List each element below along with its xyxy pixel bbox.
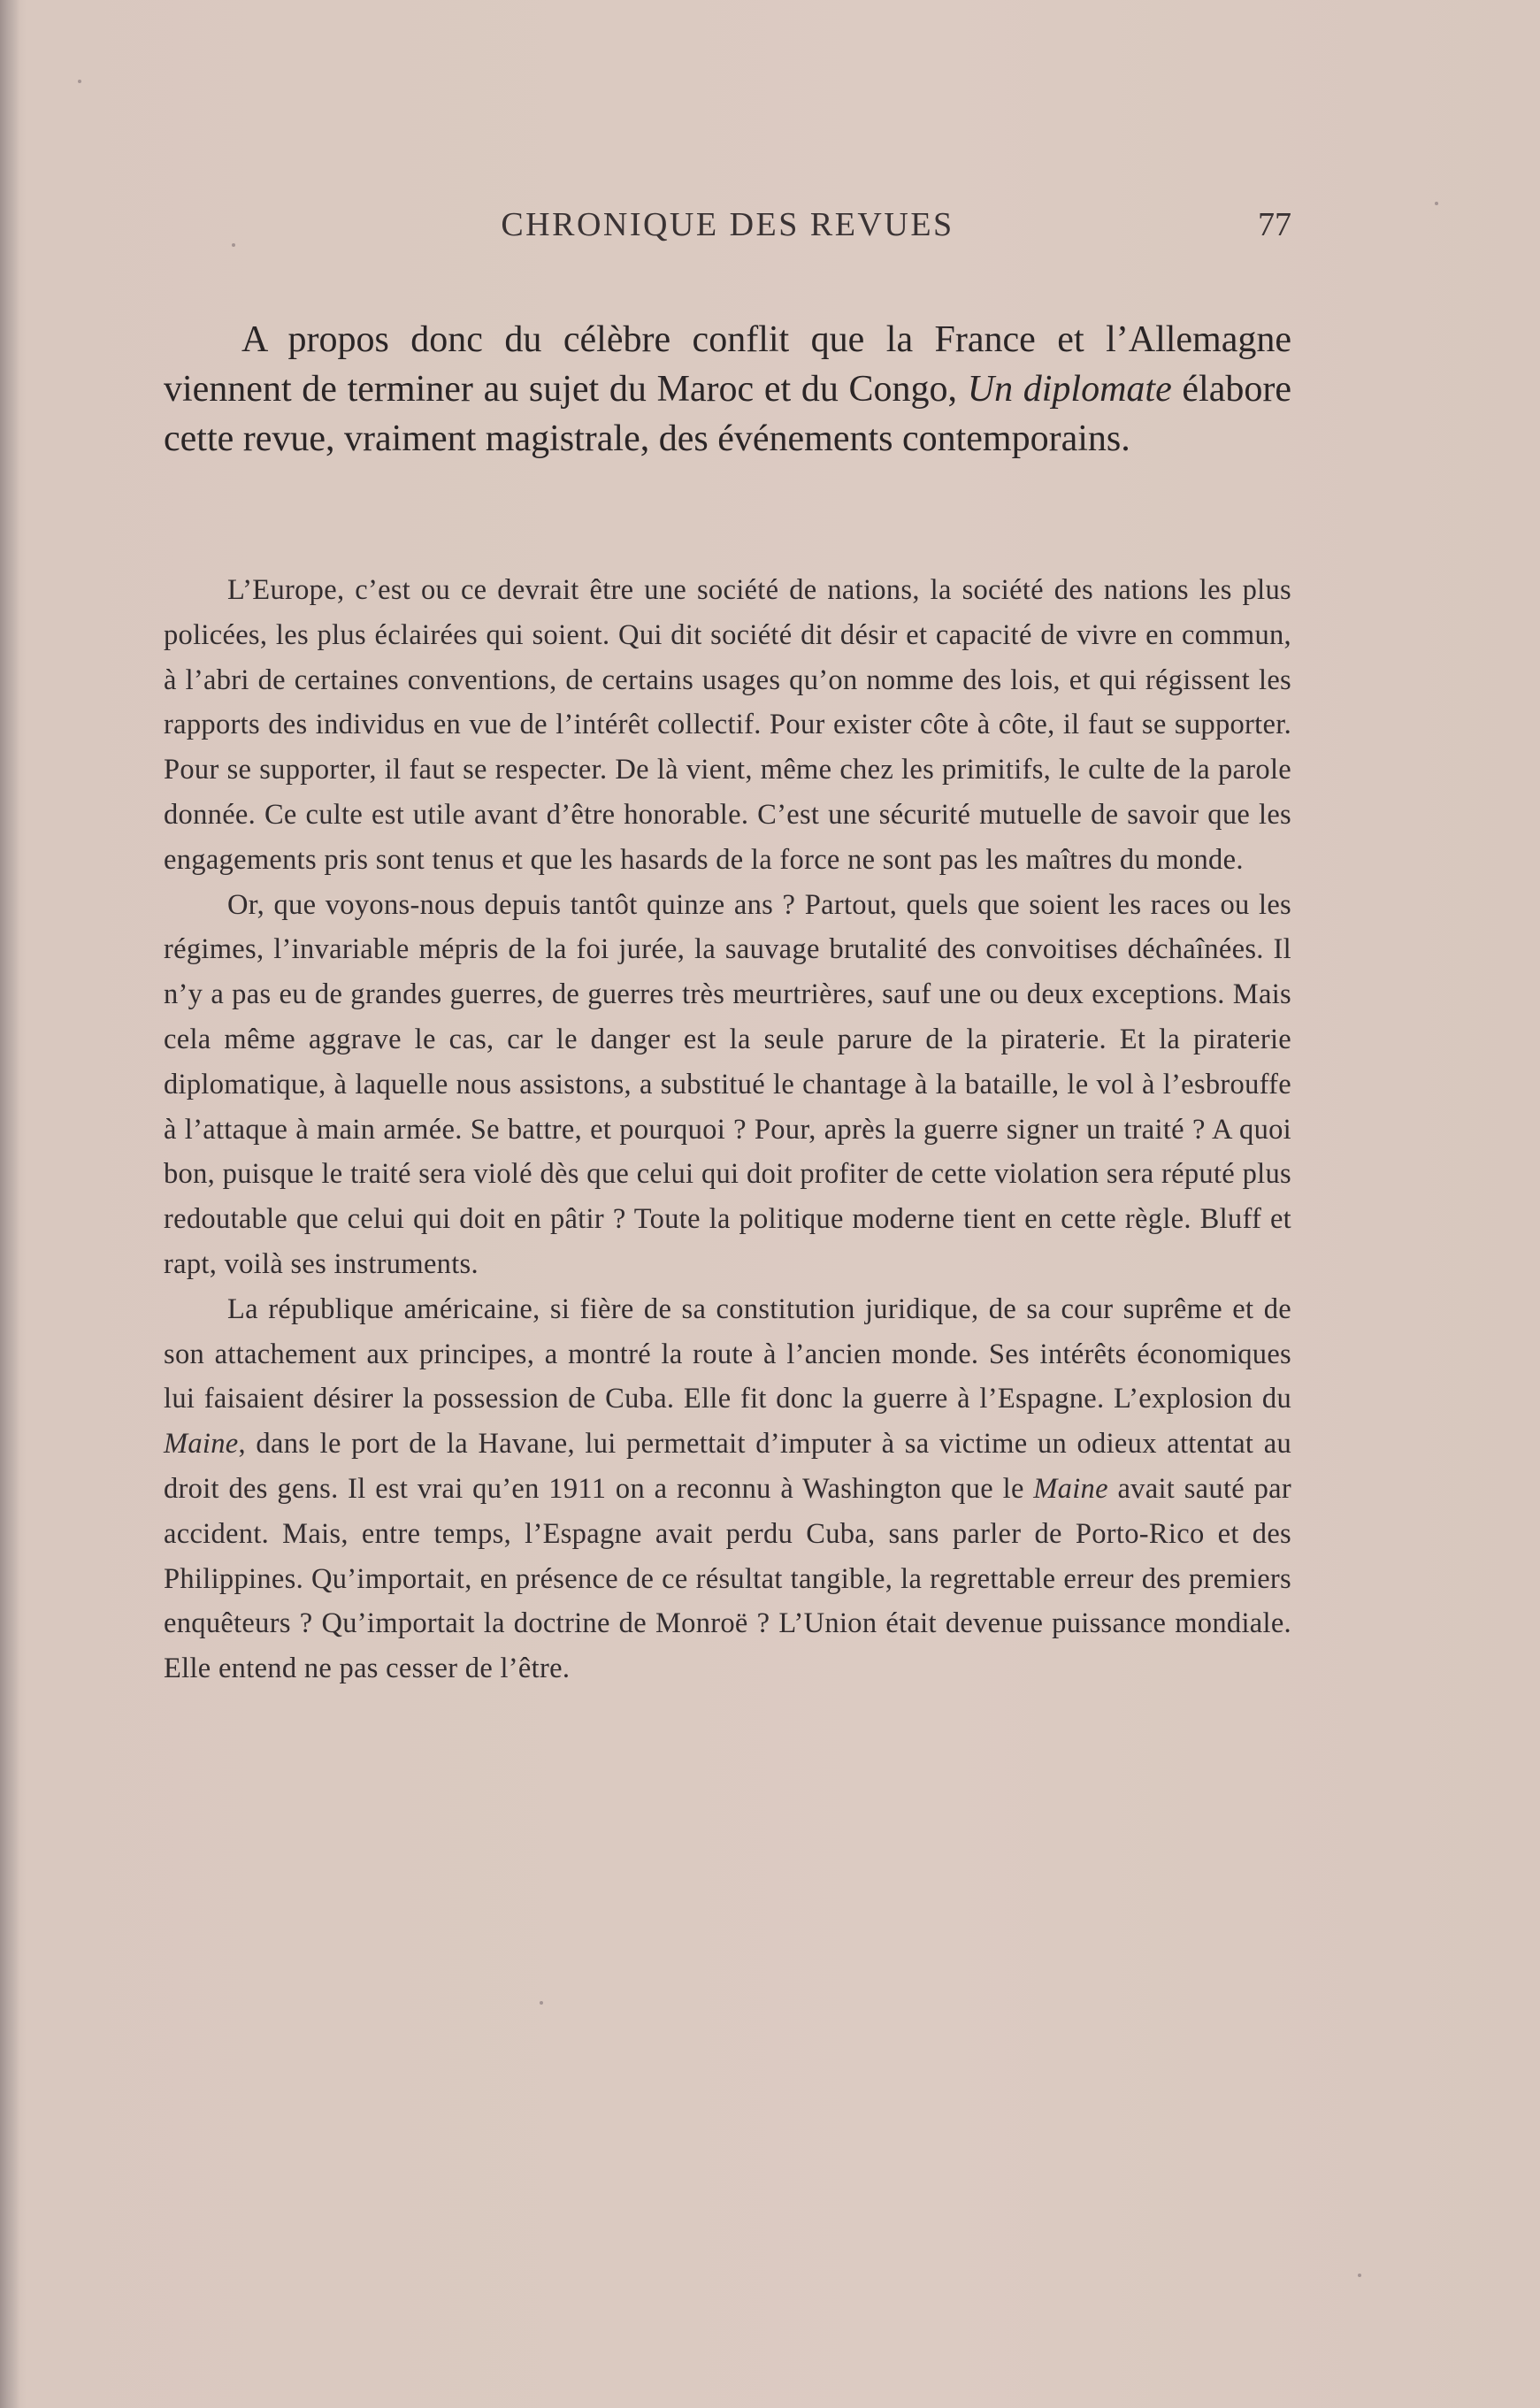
paragraph-3-part-a: La république américaine, si fière de sa constitution juridique, de sa cour suprême et de son attachement aux principes, a montré la route à l’ancien monde. Ses intérêts économiques lui faisaient désirer la possession de Cuba. Elle fit donc la guerre à l’Espagne. L’explosion du <box>164 1292 1291 1415</box>
page-number: 77 <box>1258 206 1291 243</box>
paragraph-2: Or, que voyons-nous depuis tantôt quinze ans ? Partout, quels que soient les races ou les régimes, l’invariable mépris de la foi jurée, la sauvage brutalité des convoitises déchaînées. Il n’y a pas eu de grandes guerres, de guerres très meurtrières, sauf une ou deux exceptions. Mais cela même aggrave le cas, car le danger est la seule parure de la piraterie. Et la piraterie diplomatique, à laquelle nous assistons, a substitué le chantage à la bataille, le vol à l’esbrouffe à l’attaque à main armée. Se battre, et pourquoi ? Pour, après la guerre signer un traité ? A quoi bon, puisque le traité sera violé dès que celui qui doit profiter de cette violation sera réputé plus redoutable que celui qui doit en pâtir ? Toute la politique moderne tient en cette règle. Bluff et rapt, voilà ses instruments. <box>164 888 1291 1280</box>
paper-speck <box>1358 2274 1361 2277</box>
paper-speck <box>78 80 81 83</box>
maine-italic-1: Maine <box>164 1428 239 1461</box>
paper-speck <box>1435 202 1438 205</box>
paragraph-3-part-b: , dans le port de la Havane, lui permettait d’imputer à sa victime un odieux attentat au droit des gens. Il est vrai qu’en 1911 on a reconnu à Washington que le <box>164 1428 1291 1505</box>
paper-speck <box>540 2001 543 2005</box>
running-head <box>164 205 1291 258</box>
running-title: CHRONIQUE DES REVUES <box>501 206 954 243</box>
binding-edge <box>0 0 19 2408</box>
paragraph-3-part-c: avait sauté par accident. Mais, entre temps, l’Espagne avait perdu Cuba, sans parler de Porto-Rico et des Philippines. Qu’importait, en présence de ce résultat tangible, la regrettable erreur des premiers enquêteurs ? Qu’importait la doctrine de Monroë ? L’Union était devenue puissance mondiale. Elle entend ne pas cesser de l’être. <box>164 1472 1292 1685</box>
intro-text <box>164 315 1291 464</box>
maine-italic-2: Maine <box>1033 1472 1108 1505</box>
paper-speck <box>232 243 235 247</box>
intro-part-2: élabore cette revue, vraiment magistrale, des événements contemporains. <box>164 369 1291 459</box>
intro-paragraph <box>164 315 1291 464</box>
article-body <box>164 568 1291 1691</box>
intro-part-1: A propos donc du célèbre conflit que la France et l’Allemagne viennent de terminer au sujet du Maroc et du Congo, <box>164 319 1291 410</box>
paragraph-1: L’Europe, c’est ou ce devrait être une société de nations, la société des nations les plus policées, les plus éclairées qui soient. Qui dit société dit désir et capacité de vivre en commun, à l’abri de certaines conventions, de certains usages qu’on nomme des lois, et qui régissent les rapports des individus en vue de l’intérêt collectif. Pour exister côte à côte, il faut se supporter. Pour se supporter, il faut se respecter. De là vient, même chez les primitifs, le culte de la parole donnée. Ce culte est utile avant d’être honorable. C’est une sécurité mutuelle de savoir que les engagements pris sont tenus et que les hasards de la force ne sont pas les maîtres du monde. <box>164 574 1291 876</box>
intro-author-italic: Un diplomate <box>967 369 1172 410</box>
paragraph-3 <box>164 1287 1291 1691</box>
